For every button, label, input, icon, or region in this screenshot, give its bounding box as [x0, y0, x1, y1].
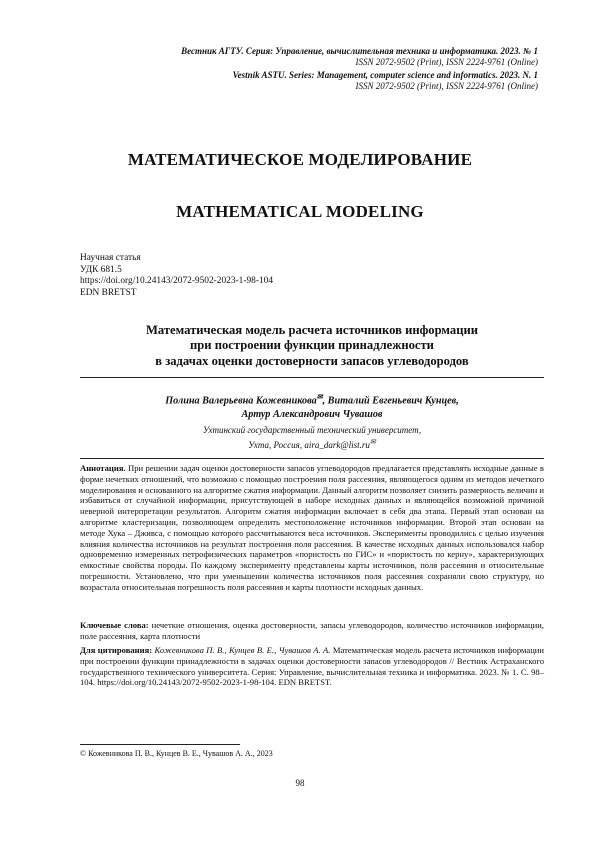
title-divider [80, 377, 544, 378]
citation-authors: Кожевникова П. В., Кунцев В. Е., Чувашов А. А. [152, 645, 331, 655]
article-title-line: в задачах оценки достоверности запасов углеводородов [155, 353, 469, 368]
authors [80, 391, 544, 421]
keywords [80, 620, 544, 642]
envelope-icon: ✉ [369, 437, 376, 446]
citation [80, 645, 544, 688]
author-name: Полина Валерьевна Кожевникова [165, 395, 317, 407]
article-meta [80, 253, 273, 299]
journal-header-ru [181, 46, 538, 68]
abstract-text: При решении задач оценки достоверности запасов углеводородов предлагается представлять исходные данные в форме нечетких отношений, что возможно с помощью построения поля рассеяния, являющегося одним из методов нечеткого моделирования и основанного на алгоритме сжатия информации. Данный алгоритм позволяет снизить размерность величин и избавиться от случайной информации, присутствующей в наборе исходных данных и являющейся возможной причиной неверной интерпретации результатов. Алгоритм сжатия информации включает в себя два этапа. Первый этап основан на алгоритме кластеризации, позволяющем определить местоположение источников информации. Второй этап основан на методе Хука – Дживса, с помощью которого рассчитываются веса источников. Эксперименты проводились с целью изучения влияния количества источников на результат построения поля рассеяния. В качестве исходных данных использовался набор одновременно измеренных петрофизических параметров «пористость по ГИС» и «пористость по керну», характеризующих емкостные свойства породы. По каждому эксперименту представлены карты источников, поля рассеяния и относительные погрешности. Установлено, что при уменьшении количества источников поля рассеяния сохраняли свою структуру, но возрастала относительная погрешность поля рассеяния и карты плотности исходных данных. [80, 463, 544, 592]
keywords-label: Ключевые слова: [80, 620, 149, 630]
envelope-icon: ✉ [316, 393, 323, 401]
section-title-ru: МАТЕМАТИЧЕСКОЕ МОДЕЛИРОВАНИЕ [127, 150, 473, 169]
article-title-line: Математическая модель расчета источников информации [146, 323, 478, 337]
journal-title-ru: Вестник АГТУ. Серия: Управление, вычислительная техника и информатика. 2023. № 1 [181, 46, 538, 56]
abstract [80, 463, 544, 593]
author-name: , Виталий Евгеньевич Кунцев, [322, 395, 459, 407]
journal-title-en: Vestnik ASTU. Series: Management, computer science and informatics. 2023. N. 1 [232, 70, 538, 80]
journal-issn-ru: ISSN 2072-9502 (Print), ISSN 2224-9761 (Online) [355, 57, 538, 67]
doi-link[interactable]: https://doi.org/10.24143/2072-9502-2023-1-98-104 [80, 276, 274, 287]
section-title-en: MATHEMATICAL MODELING [176, 202, 424, 221]
article-type: Научная статья [80, 253, 141, 263]
copyright-footnote: © Кожевникова П. В., Кунцев В. Е., Чувашов А. А., 2023 [80, 749, 273, 758]
affiliation [80, 425, 544, 451]
citation-text: Математическая модель расчета источников информации при построении функции принадлежности в задачах оценки достоверности запасов углеводородов // Вестник Астраханского государственного технического университета. Серия: Управление, вычислительная техника и информатика. 2023. № 1. С. 98–104. https://doi.org/10.24143/2072-9502-2023-1-98-104. EDN BRETST. [80, 645, 544, 688]
abstract-divider [80, 458, 544, 459]
citation-label: Для цитирования: [80, 645, 153, 655]
abstract-label: Аннотация. [80, 463, 126, 473]
page-number: 98 [295, 778, 305, 788]
journal-header-en [233, 70, 538, 92]
affiliation-line: Ухта, Россия, aira_dark@list.ru [248, 439, 370, 450]
keywords-text: нечеткие отношения, оценка достоверности, запасы углеводородов, количество источников информации, поле рассеяния, карта плотности [80, 620, 544, 641]
author-name: Артур Александрович Чувашов [241, 408, 383, 420]
journal-issn-en: ISSN 2072-9502 (Print), ISSN 2224-9761 (Online) [355, 81, 538, 91]
footnote-divider [80, 744, 240, 745]
article-title [80, 323, 544, 369]
edn-code: EDN BRETST [80, 287, 137, 298]
affiliation-line: Ухтинский государственный технический университет, [202, 425, 422, 435]
article-title-line: при построении функции принадлежности [190, 338, 434, 353]
udk-code: УДК 681.5 [80, 264, 122, 275]
